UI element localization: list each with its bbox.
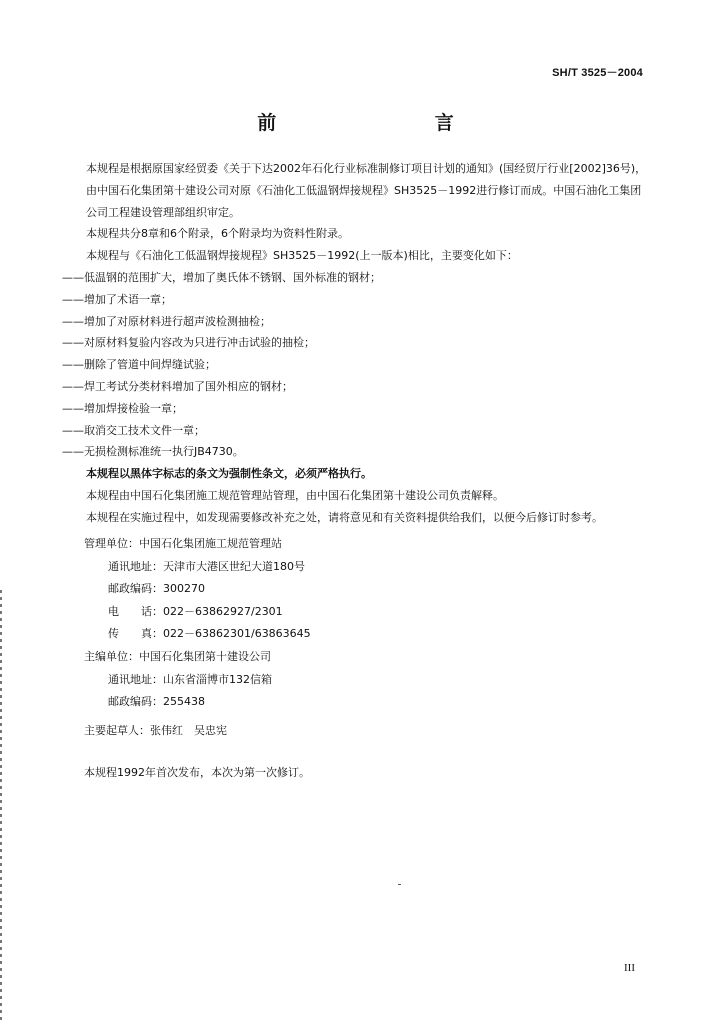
change-item: ——增加焊接检验一章； — [62, 401, 183, 415]
change-item: ——取消交工技术文件一章； — [62, 423, 205, 437]
preface-body — [62, 158, 652, 529]
change-item: ——焊工考试分类材料增加了国外相应的钢材； — [62, 379, 293, 393]
standard-number: SH/T 3525－2004 — [552, 67, 643, 79]
paragraph-changes-intro: 本规程与《石油化工低温钢焊接规程》SH3525－1992(上一版本)相比，主要变化如下： — [86, 249, 518, 263]
editing-unit: 主编单位：中国石化集团第十建设公司 — [84, 649, 271, 663]
paragraph-origin: 本规程是根据原国家经贸委《关于下达2002年石化行业标准制修订项目计划的通知》(国经贸厅行业[2002]36号)，由中国石化集团第十建设公司对原《石油化工低温钢焊接规程》SH3525－1992进行修订而成。中国石油化工集团公司工程建设管理部组织审定。 — [86, 162, 647, 219]
managing-unit: 管理单位：中国石化集团施工规范管理站 — [84, 537, 282, 550]
editing-address: 通讯地址：山东省淄博市132信箱 — [108, 672, 272, 686]
paragraph-structure: 本规程共分8章和6个附录，6个附录均为资料性附录。 — [86, 227, 349, 241]
editing-postcode: 邮政编码：255438 — [108, 695, 205, 709]
paragraph-mandatory: 本规程以黑体字标志的条文为强制性条文，必须严格执行。 — [86, 467, 372, 481]
main-drafters: 主要起草人：张伟红 吴忠宪 — [84, 724, 227, 737]
scan-edge-mark — [0, 590, 2, 1024]
paragraph-feedback: 本规程在实施过程中，如发现需要修改补充之处，请将意见和有关资料提供给我们，以便今后修订时参考。 — [86, 510, 603, 524]
change-item: ——无损检测标准统一执行JB4730。 — [62, 445, 244, 459]
managing-phone: 电 话：022－63862927/2301 — [108, 604, 283, 618]
change-item: ——增加了对原材料进行超声波检测抽检； — [62, 314, 271, 328]
change-item: ——低温钢的范围扩大，增加了奥氏体不锈钢、国外标准的钢材； — [62, 270, 381, 284]
change-item: ——对原材料复验内容改为只进行冲击试验的抽检； — [62, 336, 315, 350]
change-item: ——删除了管道中间焊缝试验； — [62, 358, 216, 372]
page-title: 前 言 — [257, 112, 530, 134]
page-number: III — [624, 962, 635, 974]
release-note: 本规程1992年首次发布，本次为第一次修订。 — [84, 766, 310, 779]
scan-speck — [398, 884, 401, 885]
paragraph-management: 本规程由中国石化集团施工规范管理站管理，由中国石化集团第十建设公司负责解释。 — [86, 488, 504, 502]
managing-postcode: 邮政编码：300270 — [108, 582, 205, 596]
change-item: ——增加了术语一章； — [62, 292, 172, 306]
managing-fax: 传 真：022－63862301/63863645 — [108, 627, 311, 641]
contact-block — [84, 533, 311, 714]
managing-address: 通讯地址：天津市大港区世纪大道180号 — [108, 559, 305, 573]
